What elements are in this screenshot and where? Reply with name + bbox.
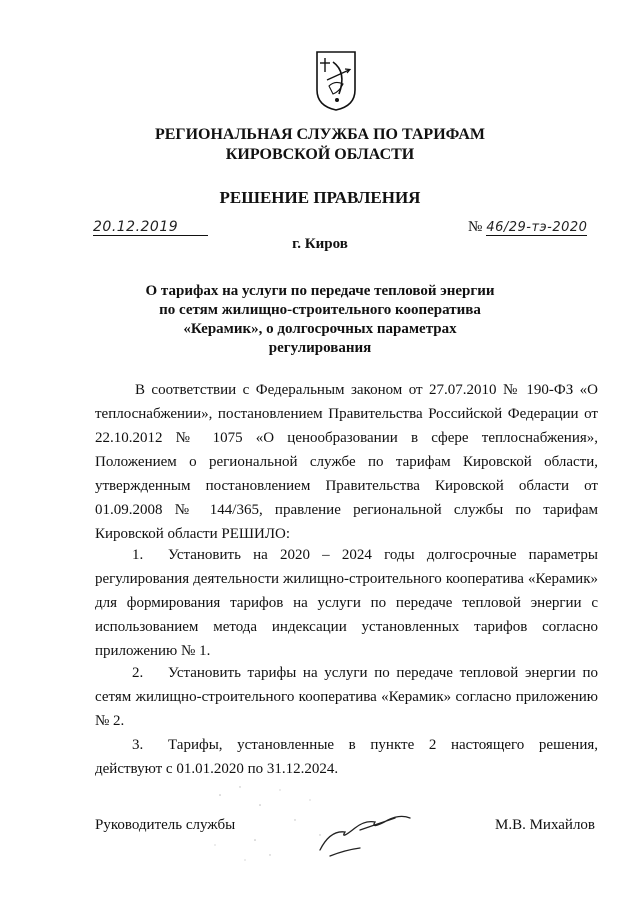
clause-1: [95, 543, 598, 663]
clause-number: 2.: [132, 665, 144, 681]
document-type-title: РЕШЕНИЕ ПРАВЛЕНИЯ: [219, 188, 421, 207]
city: г. Киров: [292, 236, 348, 252]
clause-text: Тарифы, установленные в пункте 2 настоящего решения, действуют с 01.01.2020 по 31.12.2024.: [95, 737, 598, 777]
decision-date: 20.12.2019: [93, 220, 208, 236]
authority-name-line1: РЕГИОНАЛЬНАЯ СЛУЖБА ПО ТАРИФАМ: [154, 126, 486, 143]
signatory-name: М.В. Михайлов: [495, 817, 596, 833]
decision-subject: О тарифах на услуги по передаче тепловой энергии по сетям жилищно-строительного кооператива «Керамик», о долгосрочных параметрах регулирования: [145, 283, 495, 356]
preamble-text: В соответствии с Федеральным законом от 27.07.2010 № 190-ФЗ «О теплоснабжении», постановлением Правительства Российской Федерации от 22.10.2012 № 1075 «О ценообразовании в сфере теплоснабжения», Положением о региональной службе по тарифам Кировской области, утвержденным постановлением Правительства Кировской области от 01.09.2008 № 144/365, правление региональной службы по тарифам Кировской области: [95, 382, 598, 542]
decision-number-block: [468, 218, 600, 236]
decision-number: 46/29-тэ-2020: [486, 220, 588, 235]
clause-number: 1.: [132, 547, 144, 563]
coat-of-arms-icon: [315, 50, 357, 112]
handwritten-signature-icon: [300, 800, 430, 860]
clause-number: 3.: [132, 737, 144, 753]
signatory-title: Руководитель службы: [95, 817, 236, 833]
clause-text: Установить тарифы на услуги по передаче тепловой энергии по сетям жилищно-строительного кооператива «Керамик» согласно приложению № 2.: [95, 665, 598, 729]
authority-name-line2: КИРОВСКОЙ ОБЛАСТИ: [225, 146, 415, 163]
clause-text: Установить на 2020 – 2024 годы долгосрочные параметры регулирования деятельности жилищно-строительного кооператива «Керамик» для формирования тарифов на услуги по передаче тепловой энергии с использованием метода индексации установленных тарифов согласно приложению № 1.: [95, 547, 598, 659]
clause-3: [95, 733, 598, 781]
preamble-paragraph: [95, 378, 598, 546]
clause-2: [95, 661, 598, 733]
number-label: №: [468, 219, 483, 235]
resolved-word: РЕШИЛО:: [221, 526, 291, 542]
